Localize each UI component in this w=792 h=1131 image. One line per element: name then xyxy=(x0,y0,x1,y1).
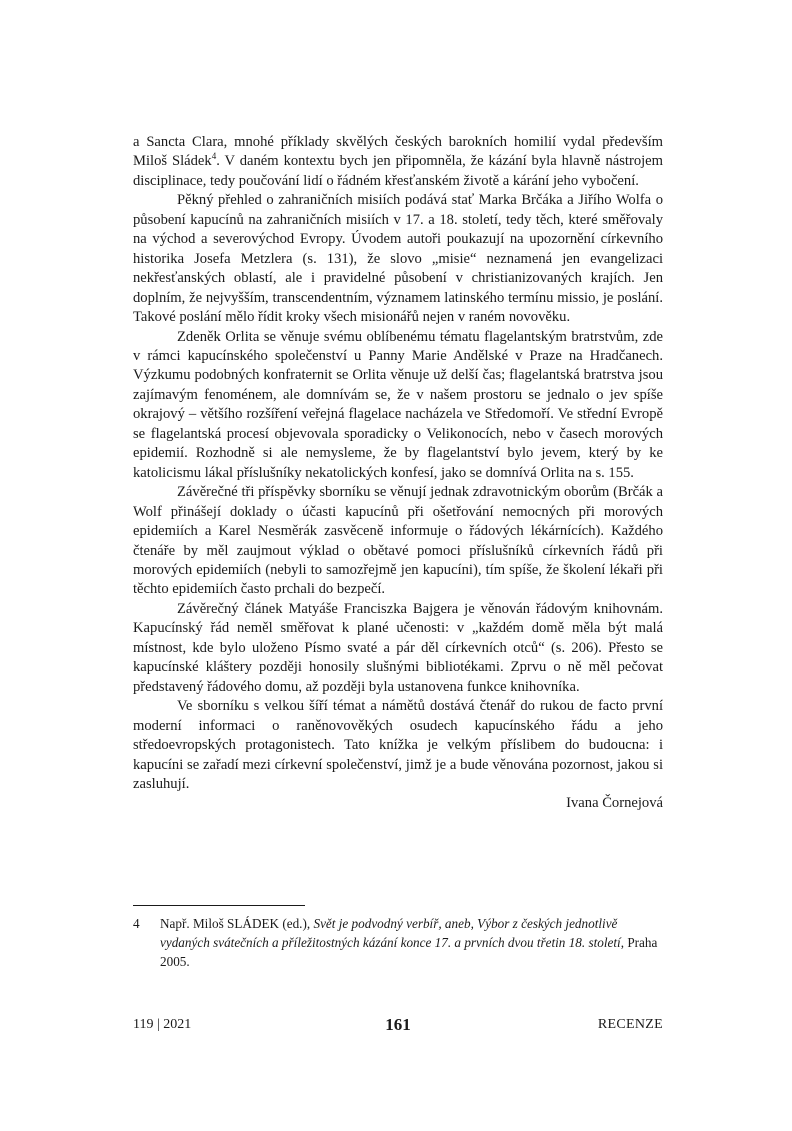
paragraph-6: Ve sborníku s velkou šíří témat a námětů dostává čtenář do rukou de facto první moderní informaci o raněnovověkých osudech kapucínského řádu a jeho středoevropských protagonistech. Tato knížka je velkým příslibem do budoucna: i kapucíni se zařadí mezi církevní společenství, jimž je a bude věnována pozornost, jakou si zasluhují. xyxy=(133,698,663,792)
paragraph-2: Pěkný přehled o zahraničních misiích podává stať Marka Brčáka a Jiřího Wolfa o působení kapucínů na zahraničních misiích v 17. a 18. století, tedy těch, které směřovaly na východ a severovýchod Evropy. Úvodem autoři poukazují na upozornění církevního historika Josefa Metzlera (s. 131), že slovo „misie“ neznamená jen evangelizaci nekřesťanských oblastí, ale i pravidelné působení v christianizovaných krajích. Jen doplním, že nejvyšším, transcendentním, významem latinského termínu missio, je poslání. Takové poslání mělo řídit kroky všech misionářů nejen v raném novověku. xyxy=(133,192,663,326)
issue-label: 119 | 2021 xyxy=(133,1017,192,1032)
article-body xyxy=(133,133,663,814)
author-signature: Ivana Čornejová xyxy=(566,795,663,812)
footnote-pre: Např. Miloš SLÁDEK (ed.), xyxy=(160,916,314,931)
paragraph-3: Zdeněk Orlita se věnuje svému oblíbenému tématu flagelantským bratrstvům, zde v rámci kapucínského společenství u Panny Marie Andělské v Praze na Hradčanech. Výzkumu podobných konfraternit se Orlita věnuje už delší čas; flagelantská bratrstva jsou zajímavým fenoménem, ale domnívám se, že v našem prostoru se jednalo o jev spíše okrajový – většího rozšíření veřejná flagelace nacházela ve Středomoří. Ve střední Evropě se flagelantská procesí objevovala sporadicky o Velikonocích, nebo v časech morových epidemií. Rozhodně si ale nemysleme, že by flagelantství bylo jevem, který by ke katolicismu lákal příslušníky nekatolických konfesí, jako se domnívá Orlita na s. 155. xyxy=(133,328,663,481)
paragraph-1 xyxy=(133,133,663,191)
footnote-post: , Praha 2005. xyxy=(160,935,658,969)
footnote-divider xyxy=(133,905,305,906)
paragraph-1-text-b: . V daném kontextu bych jen připomněla, že kázání byla hlavně nástrojem disciplinace, tedy poučování lidí o řádném křesťanském životě a kárání jeho vybočení. xyxy=(133,153,663,189)
footnote-text xyxy=(160,914,663,971)
paragraph-1-text-a: a Sancta Clara, mnohé příklady skvělých českých barokních homilií vydal především Miloš Sládek xyxy=(133,134,663,170)
page-number: 161 xyxy=(385,1015,411,1034)
footnote xyxy=(133,914,663,971)
section-label: RECENZE xyxy=(597,1017,663,1032)
page-footer xyxy=(133,1015,663,1037)
paragraph-4: Závěrečné tři příspěvky sborníku se věnují jednak zdravotnickým oborům (Brčák a Wolf přinášejí doklady o účasti kapucínů při ošetřování nemocných při morových epidemiích a Karel Nesměrák zasvěceně informuje o řádových lékárnících). Každého čtenáře by měl zaujmout výklad o obětavé pomoci příslušníků církevních řádů při morových epidemiích (nebyli to samozřejmě jen kapucíni), tím spíše, že školení lékaři při těchto epidemiích často prchali do bezpečí. xyxy=(133,484,663,598)
paragraph-5: Závěrečný článek Matyáše Franciszka Bajgera je věnován řádovým knihovnám. Kapucínský řád neměl směřovat k plané učenosti: v „každém domě měla být malá místnost, kde bylo uloženo Písmo svaté a pár děl církevních otců“ (s. 206). Přesto se kapucínské kláštery později honosily slušnými bibliotékami. Zprvu o ně měl pečovat představený řádového domu, až později byla ustanovena funkce knihovníka. xyxy=(133,600,663,695)
footnote-number: 4 xyxy=(133,916,140,931)
footnote-book-title: Svět je podvodný verbíř, aneb, Výbor z českých jednotlivě vydaných svátečních a příležitostných kázání konce 17. a prvních dvou třetin 18. století xyxy=(160,916,621,950)
footnote-reference[interactable]: 4 xyxy=(211,151,217,162)
